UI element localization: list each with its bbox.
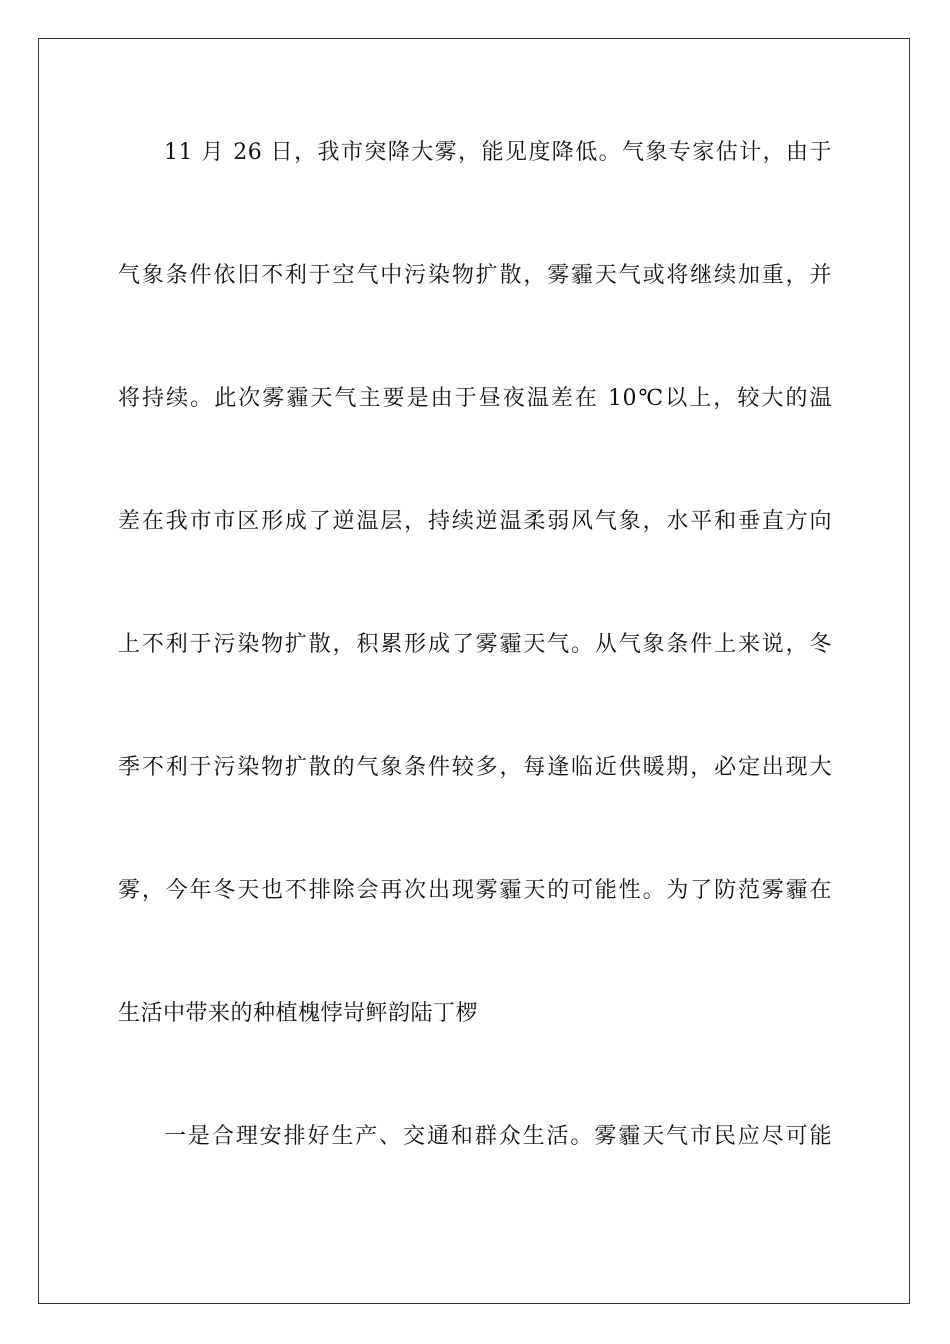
paragraph-1-line-7: 雾，今年冬天也不排除会再次出现雾霾天的可能性。为了防范雾霾在 xyxy=(118,878,832,903)
paragraph-1-line-8: 生活中带来的种植槐悖岢鲆韵陆丁椤 xyxy=(118,1001,479,1026)
paragraph-2-line-1: 一是合理安排好生产、交通和群众生活。雾霾天气市民应尽可能 xyxy=(164,1124,832,1149)
paragraph-1-line-3: 将持续。此次雾霾天气主要是由于昼夜温差在 10℃以上，较大的温 xyxy=(118,386,832,411)
paragraph-1-line-4: 差在我市市区形成了逆温层，持续逆温柔弱风气象，水平和垂直方向 xyxy=(118,509,832,534)
paragraph-1-line-6: 季不利于污染物扩散的气象条件较多，每逢临近供暖期，必定出现大 xyxy=(118,755,832,780)
paragraph-1-line-2: 气象条件依旧不利于空气中污染物扩散，雾霾天气或将继续加重，并 xyxy=(118,263,832,288)
paragraph-1-line-1: 11 月 26 日，我市突降大雾，能见度降低。气象专家估计，由于 xyxy=(164,140,832,165)
page-border xyxy=(38,38,910,1304)
paragraph-1-line-5: 上不利于污染物扩散，积累形成了雾霾天气。从气象条件上来说，冬 xyxy=(118,632,832,657)
